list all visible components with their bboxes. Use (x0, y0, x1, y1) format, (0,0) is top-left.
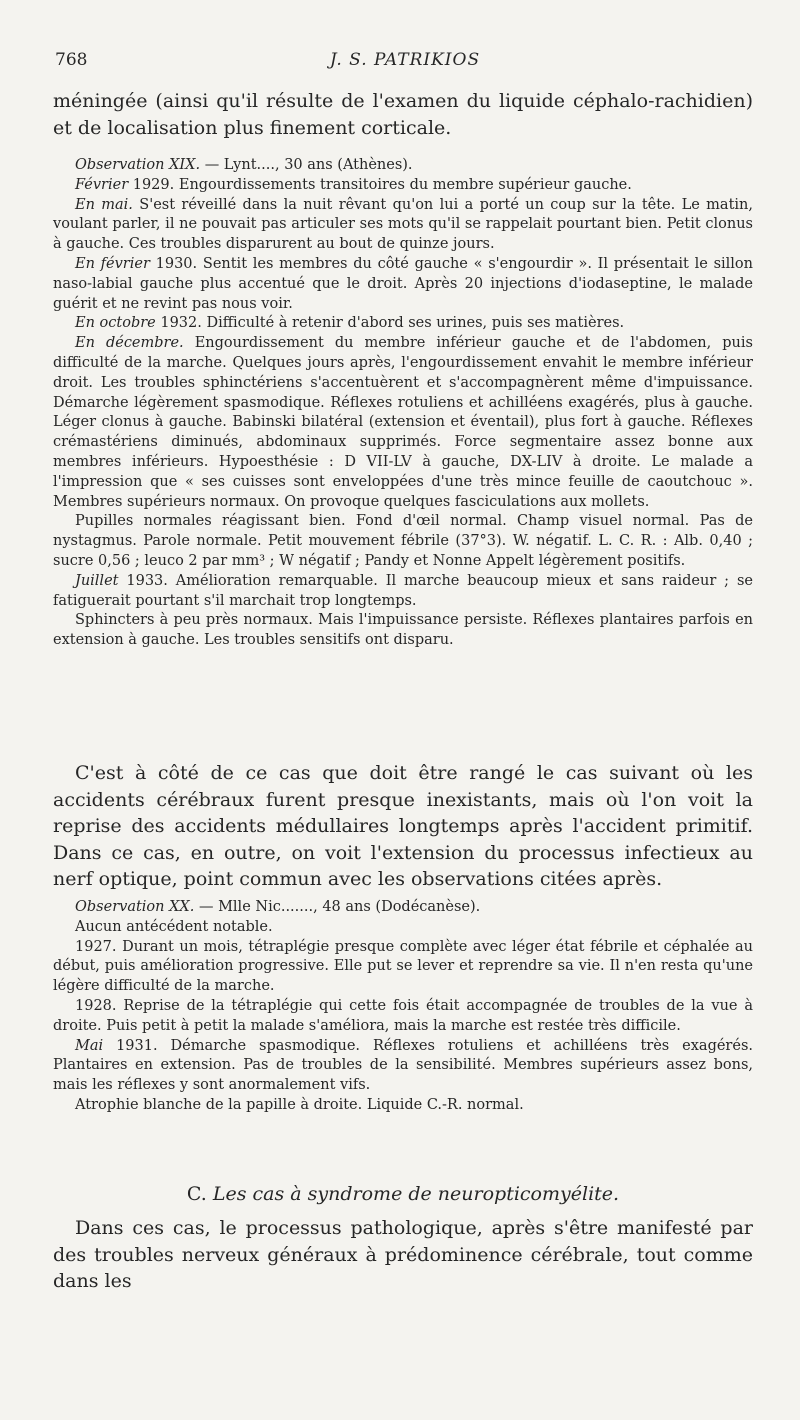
observation-entry (53, 314, 753, 334)
observation-20-header-text: — Mlle Nic......., 48 ans (Dodécanèse). (194, 899, 481, 915)
observation-entry (53, 938, 753, 997)
observation-entry (53, 572, 753, 612)
entry-text: 1933. Amélioration remarquable. Il marche beaucoup mieux et sans raideur ; se fatiguerait pourtant s'il marchait trop longtemps. (53, 572, 753, 609)
intro-paragraph-block (53, 88, 753, 141)
observation-entry (53, 918, 753, 938)
observation-entry (53, 196, 753, 255)
final-paragraph-block (53, 1215, 753, 1295)
final-paragraph: Dans ces cas, le processus pathologique, après s'être manifesté par des troubles nerveux généraux à prédominence cérébrale, tout comme dans les (53, 1217, 753, 1292)
observation-entry (53, 997, 753, 1037)
entry-text: 1927. Durant un mois, tétraplégie presque complète avec léger état fébrile et céphalée au début, puis amélioration progressive. Elle put se lever et reprendre sa vie. Il n'en resta qu'une légère difficulté de la marche. (53, 938, 753, 995)
entry-text: Sphincters à peu près normaux. Mais l'impuissance persiste. Réflexes plantaires parfois en extension à gauche. Les troubles sensitifs ont disparu. (53, 612, 753, 649)
intro-paragraph: méningée (ainsi qu'il résulte de l'examen du liquide céphalo-rachidien) et de localisation plus finement corticale. (53, 90, 753, 139)
observation-entry (53, 176, 753, 196)
observation-20 (53, 898, 753, 1116)
page-number: 768 (55, 50, 88, 70)
observation-entry (53, 1037, 753, 1096)
middle-paragraph-block (53, 760, 753, 893)
entry-date: En mai. (75, 196, 133, 213)
entry-text: 1932. Difficulté à retenir d'abord ses urines, puis ses matières. (155, 315, 625, 332)
running-header (55, 50, 755, 72)
running-title: J. S. PATRIKIOS (329, 50, 481, 70)
entry-date: En octobre (75, 315, 156, 332)
entry-date: Juillet (75, 572, 119, 589)
entry-text: 1929. Engourdissements transitoires du membre supérieur gauche. (128, 176, 632, 193)
entry-date: En décembre. (75, 335, 184, 352)
entry-date: En février (75, 255, 150, 272)
observation-entry (53, 255, 753, 314)
observation-19-header-text: — Lynt...., 30 ans (Athènes). (200, 157, 413, 173)
section-title: Les cas à syndrome de neuropticomyélite. (212, 1183, 620, 1205)
observation-entry (53, 1096, 753, 1116)
entry-text: Pupilles normales réagissant bien. Fond d'œil normal. Champ visuel normal. Pas de nystagmus. Parole normale. Petit mouvement fébrile (37°3). W. négatif. L. C. R. : Alb. 0,40 ; sucre 0,56 ; leuco 2 par mm³ ; W négatif ; Pandy et Nonne Appelt légèrement positifs. (53, 513, 753, 569)
observation-entry (53, 512, 753, 571)
entry-text: Engourdissement du membre inférieur gauche et de l'abdomen, puis difficulté de la marche. Quelques jours après, l'engourdissement envahit le membre inférieur droit. Les troubles sphinctériens s'accentuèrent et s'accompagnèrent même d'impuissance. Démarche légèrement spasmodique. Réflexes rotuliens et achilléens exagérés, plus à gauche. Léger clonus à gauche. Babinski bilatéral (extension et éventail), plus fort à gauche. Réflexes crémastériens diminués, abdominaux supprimés. Force segmentaire assez bonne aux membres inférieurs. Hypoesthésie : D VII-LV à gauche, DX-LIV à droite. Le malade a l'impression que « ses cuisses sont enveloppées d'une très mince feuille de caoutchouc ». Membres supérieurs normaux. On provoque quelques fasciculations aux mollets. (53, 335, 753, 510)
middle-paragraph: C'est à côté de ce cas que doit être rangé le cas suivant où les accidents cérébraux furent presque inexistants, mais où l'on voit la reprise des accidents médullaires longtemps après l'accident primitif. Dans ce cas, en outre, on voit l'extension du processus infectieux au nerf optique, point commun avec les observations citées après. (53, 762, 753, 890)
entry-text: 1930. Sentit les membres du côté gauche « s'engourdir ». Il présentait le sillon naso-labial gauche plus accentué que le droit. Après 20 injections d'iodaseptine, le malade guérit et ne revint pas nous voir. (53, 255, 753, 312)
entry-date: Mai (75, 1037, 104, 1054)
section-heading (53, 1183, 753, 1205)
observation-19-label: Observation XIX. (75, 157, 201, 173)
entry-text: 1931. Démarche spasmodique. Réflexes rotuliens et achilléens très exagérés. Plantaires en extension. Pas de troubles de la sensibilité. Membres supérieurs assez bons, mais les réflexes y sont anormalement vifs. (53, 1037, 753, 1094)
observation-19-header (53, 156, 753, 176)
entry-text: 1928. Reprise de la tétraplégie qui cette fois était accompagnée de troubles de la vue à droite. Puis petit à petit la malade s'améliora, mais la marche est restée très difficile. (53, 997, 753, 1034)
entry-text: Atrophie blanche de la papille à droite. Liquide C.-R. normal. (75, 1096, 524, 1113)
section-letter: C. (186, 1183, 207, 1205)
observation-entry (53, 334, 753, 512)
entry-text: S'est réveillé dans la nuit rêvant qu'on lui a porté un coup sur la tête. Le matin, voulant parler, il ne pouvait pas articuler ses mots qu'il se rappelait pourtant bien. Petit clonus à gauche. Ces troubles disparurent au bout de quinze jours. (53, 196, 753, 253)
entry-date: Février (75, 176, 129, 193)
entry-text: Aucun antécédent notable. (75, 918, 273, 935)
observation-19 (53, 156, 753, 651)
observation-entry (53, 611, 753, 651)
observation-20-label: Observation XX. (75, 899, 195, 915)
observation-20-header (53, 898, 753, 918)
